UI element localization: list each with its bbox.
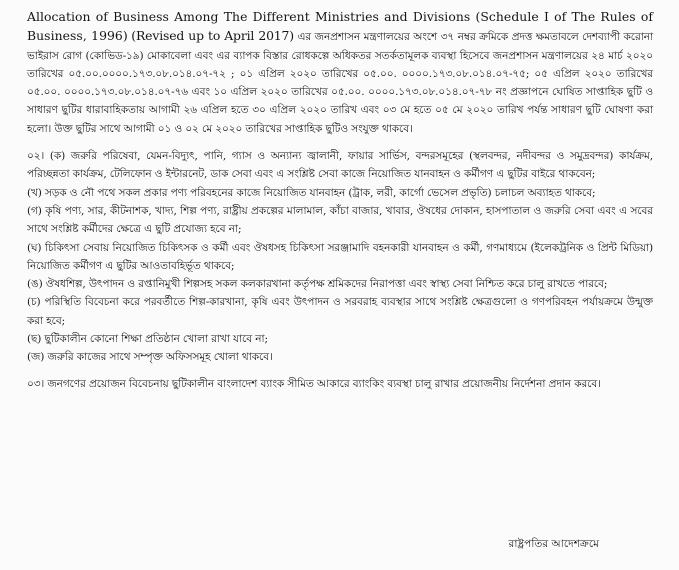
signature-line: রাষ্ট্রপতির আদেশক্রমে (508, 538, 599, 550)
paragraph-1-body: এর জনপ্রশাসন মন্ত্রণালয়ের অংশে ৩৭ নম্বর ক্রমিকে প্রদত্ত ক্ষমতাবলে দেশব্যাপী করোনা ভাইরাস রোগ (কোভিড-১৯) মোকাবেলা এবং এর ব্যাপক বিস্তার রোধকল্পে অধিকতর সতর্কতামূলক ব্যবস্থা হিসেবে জনপ্রশাসন মন্ত্রণালয়ের ২৪ মার্চ ২০২০ তারিখের ০৫.০০.০০০০.১৭৩.০৮.০১৪.০৭-৭২ ; ০১ এপ্রিল ২০২০ তারিখের ০৫.০০. ০০০০.১৭৩.০৮.০১৪.০৭-৭৫; ০৫ এপ্রিল ২০২০ তারিখের ০৫.০০. ০০০০.১৭৩.০৮.০১৪.০৭-৭৬ এবং ১০ এপ্রিল ২০২০ তারিখের ০৫.০০. ০০০০.১৭৩.০৮.০১৪.০৭-৭৮ নং প্রজ্ঞাপনে ঘোষিত সাপ্তাহিক ছুটি ও সাধারণ ছুটির ধারাবাহিকতায় আগামী ২৬ এপ্রিল হতে ৩০ এপ্রিল ২০২০ তারিখ এবং ০৩ মে হতে ০৫ মে ২০২০ তারিখ পর্যন্ত সাধারণ ছুটি ঘোষণা করা হলো। উক্ত ছুটির সাথে আগামী ০১ ও ০২ মে ২০২০ তারিখের সাপ্তাহিক ছুটিও সংযুক্ত থাকবে। (27, 31, 654, 135)
paragraph-3-banking: ০৩। জনগণের প্রয়োজন বিবেচনায় ছুটিকালীন বাংলাদেশ ব্যাংক সীমিত আকারে ব্যাংকিং ব্যবস্থা চালু রাখার প্রয়োজনীয় নির্দেশনা প্রদান করবে। (27, 377, 601, 390)
rules-of-business-reference: Allocation of Business Among The Different Ministries and Divisions (Schedule I of The Rules of Business, 1996) (27, 9, 653, 44)
revision-note: (Revised up to April 2017) (131, 28, 294, 44)
paragraph-2-exemptions: ০২। (ক) জরুরি পরিষেবা, যেমন-বিদ্যুৎ, পানি, গ্যাস ও অন্যান্য জ্বালানী, ফায়ার সার্ভিস, বন্দরসমূহের (স্থলবন্দর, নদীবন্দর ও সমুদ্রবন্দর) কার্যক্রম, পরিচ্ছন্নতা কার্যক্রম, টেলিফোন ও ইন্টারনেট, ডাক সেবা এবং এ সংশ্লিষ্ট সেবা কাজে নিয়োজিত যানবাহন ও কর্মীগণ এ ছুটির বাইরে থাকবেন; (খ) সড়ক ও নৌ পথে সকল প্রকার পণ্য পরিবহনের কাজে নিয়োজিত যানবাহন (ট্রাক, লরী, কার্গো ভেসেল প্রভৃতি) চলাচল অব্যাহত থাকবে; (গ) কৃষি পণ্য, সার, কীটনাশক, খাদ্য, শিল্প পণ্য, রাষ্ট্রীয় প্রকল্পের মালামাল, কাঁচা বাজার, খাবার, ঔষধের দোকান, হাসপাতাল ও জরুরি সেবা এবং এ সবের সাথে সংশ্লিষ্ট কর্মীদের ক্ষেত্রে এ ছুটি প্রযোজ্য হবে না; (ঘ) চিকিৎসা সেবায় নিয়োজিত চিকিৎসক ও কর্মী এবং ঔষধসহ চিকিৎসা সরঞ্জামাদি বহনকারী যানবাহন ও কর্মী, গণমাধ্যমে (ইলেকট্রনিক ও প্রিন্ট মিডিয়া) নিয়োজিত কর্মীগণ এ ছুটির আওতাবহির্ভূত থাকবে; (ঙ) ঔষধশিল্প, উৎপাদন ও রপ্তানিমুখী শিল্পসহ সকল কলকারখানা কর্তৃপক্ষ শ্রমিকদের নিরাপত্তা এবং স্বাস্থ্য সেবা নিশ্চিত করে চালু রাখতে পারবে; (চ) পরিস্থিতি বিবেচনা করে পরবর্তীতে শিল্প-কারখানা, কৃষি এবং উৎপাদন ও সরবরাহ ব্যবস্থার সাথে সংশ্লিষ্ট ক্ষেত্রগুলো ও গণপরিবহন পর্যায়ক্রমে উন্মুক্ত করা হবে; (ছ) ছুটিকালীন কোনো শিক্ষা প্রতিষ্ঠান খোলা রাখা যাবে না; (জ) জরুরি কাজের সাথে সম্পৃক্ত অফিসসমূহ খোলা থাকবে। (27, 150, 653, 364)
paragraph-1 (27, 8, 653, 138)
